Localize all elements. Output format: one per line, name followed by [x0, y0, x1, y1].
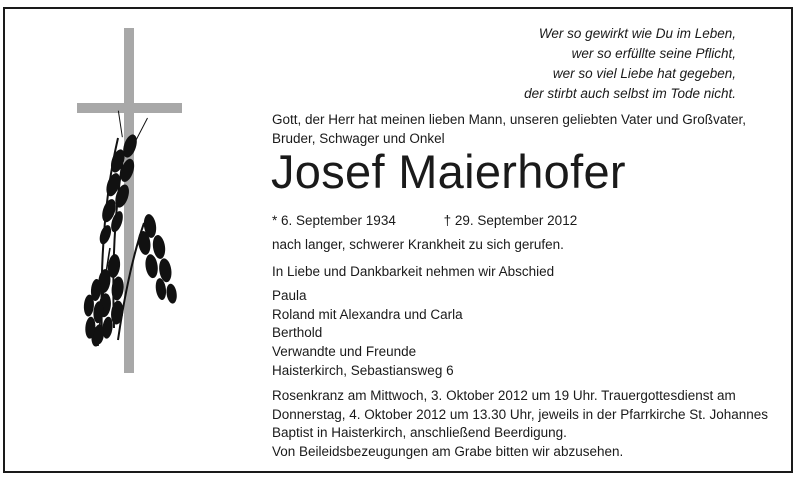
intro-text — [272, 110, 746, 148]
mourner: Roland mit Alexandra und Carla — [272, 306, 463, 322]
poem-line: der stirbt auch selbst im Tode nicht. — [524, 86, 736, 101]
life-dates — [272, 211, 577, 230]
service-line: Donnerstag, 4. Oktober 2012 um 13.30 Uhr, jeweils in der Pfarrkirche St. Johannes — [272, 406, 769, 422]
poem — [524, 24, 736, 104]
death-note: nach langer, schwerer Krankheit zu sich gerufen. — [272, 237, 564, 252]
mourner: Paula — [272, 288, 307, 303]
intro-line: Bruder, Schwager und Onkel — [272, 131, 445, 146]
birth-date: * 6. September 1934 — [272, 213, 396, 228]
mourner: Verwandte und Freunde — [272, 343, 417, 359]
mourners-list — [272, 287, 463, 361]
mourner: Berthold — [272, 325, 323, 340]
intro-line: Gott, der Herr hat meinen lieben Mann, unseren geliebten Vater und Großvater, — [272, 112, 747, 127]
deceased-name: Josef Maierhofer — [271, 145, 626, 198]
death-date: † 29. September 2012 — [443, 213, 578, 228]
poem-line: wer so viel Liebe hat gegeben, — [552, 66, 736, 81]
address: Haisterkirch, Sebastiansweg 6 — [272, 363, 454, 378]
poem-line: wer so erfüllte seine Pflicht, — [571, 46, 736, 61]
service-line: Rosenkranz am Mittwoch, 3. Oktober 2012 um 19 Uhr. Trauergottesdienst am — [272, 388, 736, 403]
poem-line: Wer so gewirkt wie Du im Leben, — [538, 26, 736, 41]
cross-with-wheat-icon — [74, 28, 190, 374]
service-info — [272, 387, 768, 461]
farewell-text: In Liebe und Dankbarkeit nehmen wir Abschied — [272, 264, 555, 279]
service-line: Baptist in Haisterkirch, anschließend Beerdigung. — [272, 425, 567, 440]
service-line: Von Beileidsbezeugungen am Grabe bitten wir abzusehen. — [272, 443, 624, 459]
